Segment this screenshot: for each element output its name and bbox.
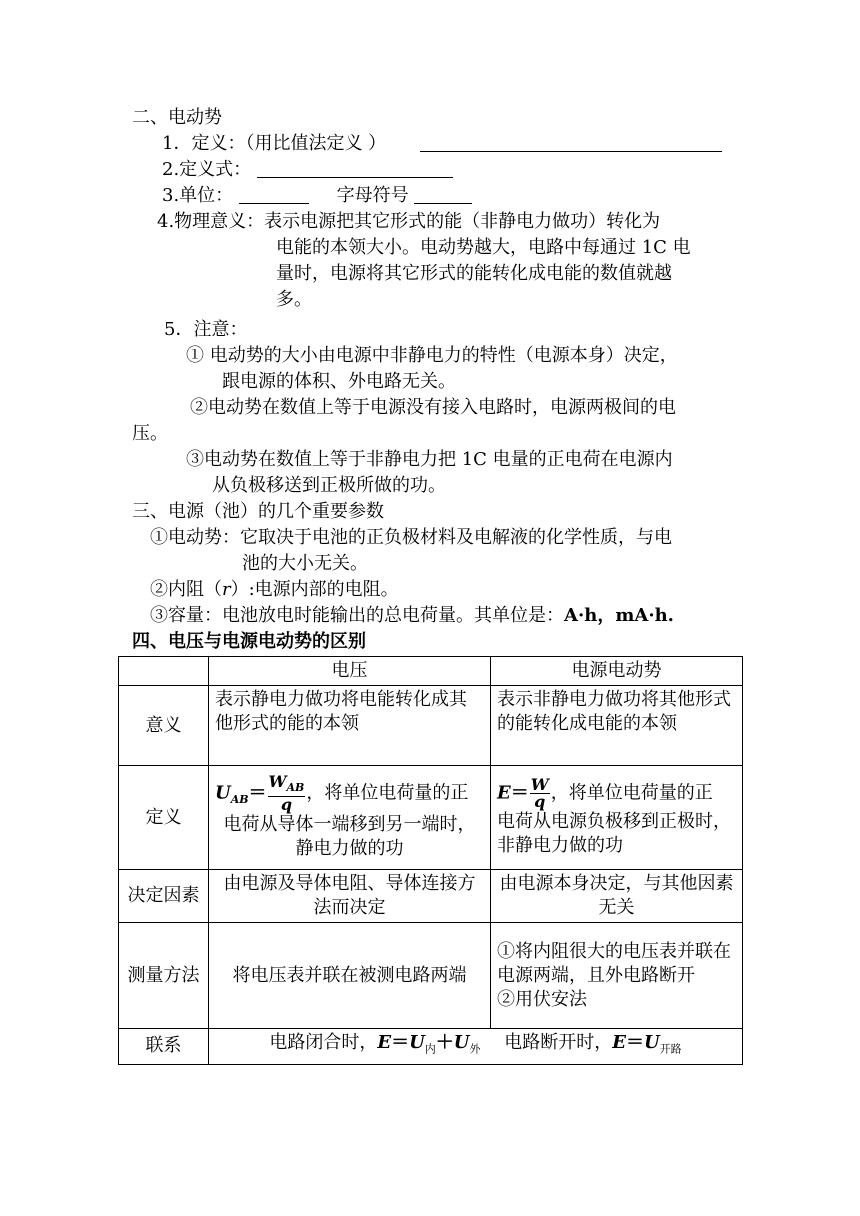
relation-open-eq: ＝ bbox=[625, 1032, 644, 1053]
relation-open-text: 电路断开时， bbox=[504, 1032, 613, 1053]
header-voltage: 电压 bbox=[209, 657, 491, 686]
table-row-relation bbox=[119, 1029, 743, 1065]
param-2-text-b: ）:电源内部的电阻。 bbox=[230, 579, 399, 600]
relation-closed-U-in: U bbox=[409, 1032, 425, 1053]
voltage-fraction-denominator: q bbox=[280, 795, 293, 815]
note-1-line-1: ① 电动势的大小由电源中非静电力的特性（电源本身）决定， bbox=[186, 345, 678, 366]
emf-fraction bbox=[530, 777, 550, 810]
table-row-definition bbox=[119, 766, 743, 870]
note-2-line-2: 压。 bbox=[132, 423, 168, 444]
param-1-line-1: ①电动势：它取决于电池的正负极材料及电解液的化学性质，与电 bbox=[150, 527, 672, 548]
param-2-symbol: r bbox=[222, 579, 231, 600]
section-3-heading: 三、电源（池）的几个重要参数 bbox=[132, 501, 384, 522]
voltage-def-text-1: ，将单位电荷量的正 bbox=[306, 782, 469, 804]
cell-measure-voltage: 将电压表并联在被测电路两端 bbox=[209, 923, 491, 1029]
note-1-line-2: 跟电源的体积、外电路无关。 bbox=[222, 371, 456, 392]
emf-formula-line bbox=[497, 777, 736, 810]
cell-definition-voltage bbox=[209, 766, 491, 870]
meaning-line-1: 4.物理意义：表示电源把其它形式的能（非静电力做功）转化为 bbox=[157, 211, 661, 232]
param-3-line bbox=[150, 604, 674, 628]
definition-label: 1．定义：（用比值法定义 ） bbox=[162, 133, 387, 154]
definition-blank[interactable] bbox=[420, 133, 722, 152]
meaning-line-3: 量时，电源将其它形式的能转化成电能的数值就越 bbox=[276, 263, 672, 284]
emf-fraction-denominator: q bbox=[534, 792, 546, 811]
emf-fraction-numerator: W bbox=[530, 775, 549, 794]
relation-open-subscript: 开路 bbox=[659, 1042, 682, 1056]
meaning-line-2: 电能的本领大小。电动势越大，电路中每通过 1C 电 bbox=[276, 237, 691, 258]
symbol-blank[interactable] bbox=[414, 185, 472, 204]
relation-out-subscript: 外 bbox=[469, 1042, 481, 1056]
definition-line bbox=[162, 132, 722, 156]
voltage-equals: ＝ bbox=[248, 782, 267, 804]
table-row-factor bbox=[119, 870, 743, 923]
cell-meaning-voltage: 表示静电力做功将电能转化成其他形式的能的本领 bbox=[209, 686, 491, 766]
relation-open-U: U bbox=[643, 1032, 660, 1053]
relation-open-E: E bbox=[612, 1032, 626, 1053]
note-3-line-1: ③电动势在数值上等于非静电力把 1C 电量的正电荷在电源内 bbox=[186, 449, 673, 470]
cell-factor-emf: 由电源本身决定，与其他因素无关 bbox=[491, 870, 743, 923]
unit-blank[interactable] bbox=[239, 185, 309, 204]
row-label-definition: 定义 bbox=[119, 766, 209, 870]
note-2-line-1: ②电动势在数值上等于电源没有接入电路时，电源两极间的电 bbox=[190, 397, 676, 418]
work-subscript: AB bbox=[286, 781, 305, 795]
meaning-line-4: 多。 bbox=[276, 289, 312, 310]
unit-line bbox=[162, 184, 472, 208]
comparison-table bbox=[118, 656, 743, 1065]
symbol-label: 字母符号 bbox=[336, 185, 409, 206]
relation-closed-U-out: U bbox=[453, 1032, 470, 1053]
header-emf: 电源电动势 bbox=[491, 657, 743, 686]
row-label-meaning: 意义 bbox=[119, 686, 209, 766]
relation-closed-eq: ＝ bbox=[391, 1032, 410, 1053]
cell-factor-voltage: 由电源及导体电阻、导体连接方法而决定 bbox=[209, 870, 491, 923]
relation-plus: ＋ bbox=[435, 1032, 454, 1053]
emf-symbol: E bbox=[497, 782, 511, 804]
table-row-meaning bbox=[119, 686, 743, 766]
section-4-heading: 四、电压与电源电动势的区别 bbox=[132, 631, 366, 652]
relation-in-subscript: 内 bbox=[424, 1042, 436, 1056]
notes-heading: 5．注意： bbox=[164, 319, 248, 340]
header-empty-cell bbox=[119, 657, 209, 686]
measure-emf-method-1: ①将内阻很大的电压表并联在电源两端，且外电路断开 bbox=[497, 940, 731, 986]
voltage-def-text-2: 电荷从导体一端移到另一端时，静电力做的功 bbox=[223, 814, 476, 860]
relation-closed-E: E bbox=[377, 1032, 392, 1053]
formula-label: 2.定义式： bbox=[162, 159, 252, 180]
voltage-symbol: U bbox=[215, 782, 231, 804]
row-label-measure: 测量方法 bbox=[119, 923, 209, 1029]
table-header-row bbox=[119, 657, 743, 686]
emf-equals: ＝ bbox=[510, 782, 529, 804]
section-2-heading: 二、电动势 bbox=[132, 107, 222, 128]
table-row-measure bbox=[119, 923, 743, 1029]
param-2-line bbox=[150, 578, 399, 602]
row-label-relation: 联系 bbox=[119, 1029, 209, 1065]
formula-blank[interactable] bbox=[257, 159, 453, 178]
cell-measure-emf bbox=[491, 923, 743, 1029]
cell-meaning-emf: 表示非静电力做功将其他形式的能转化成电能的本领 bbox=[491, 686, 743, 766]
unit-label: 3.单位： bbox=[162, 185, 234, 206]
cell-relation bbox=[209, 1029, 743, 1065]
row-label-factor: 决定因素 bbox=[119, 870, 209, 923]
voltage-fraction bbox=[268, 771, 306, 815]
voltage-subscript: AB bbox=[230, 793, 249, 807]
voltage-fraction-numerator bbox=[268, 771, 306, 797]
work-symbol: W bbox=[268, 771, 287, 791]
voltage-formula-line bbox=[215, 771, 484, 815]
emf-def-text-1: ，将单位电荷量的正 bbox=[550, 782, 713, 804]
note-3-line-2: 从负极移送到正极所做的功。 bbox=[212, 475, 446, 496]
formula-line bbox=[162, 158, 453, 182]
emf-def-text-2: 电荷从电源负极移到正极时，非静电力做的功 bbox=[497, 811, 731, 856]
relation-closed-text: 电路闭合时， bbox=[269, 1032, 378, 1053]
cell-definition-emf bbox=[491, 766, 743, 870]
param-1-line-2: 池的大小无关。 bbox=[242, 553, 368, 574]
param-3-units: A·h，mA·h. bbox=[564, 605, 674, 626]
param-3-text: ③容量：电池放电时能输出的总电荷量。其单位是： bbox=[150, 605, 564, 626]
measure-emf-method-2: ②用伏安法 bbox=[497, 988, 587, 1010]
param-2-text-a: ②内阻（ bbox=[150, 579, 222, 600]
